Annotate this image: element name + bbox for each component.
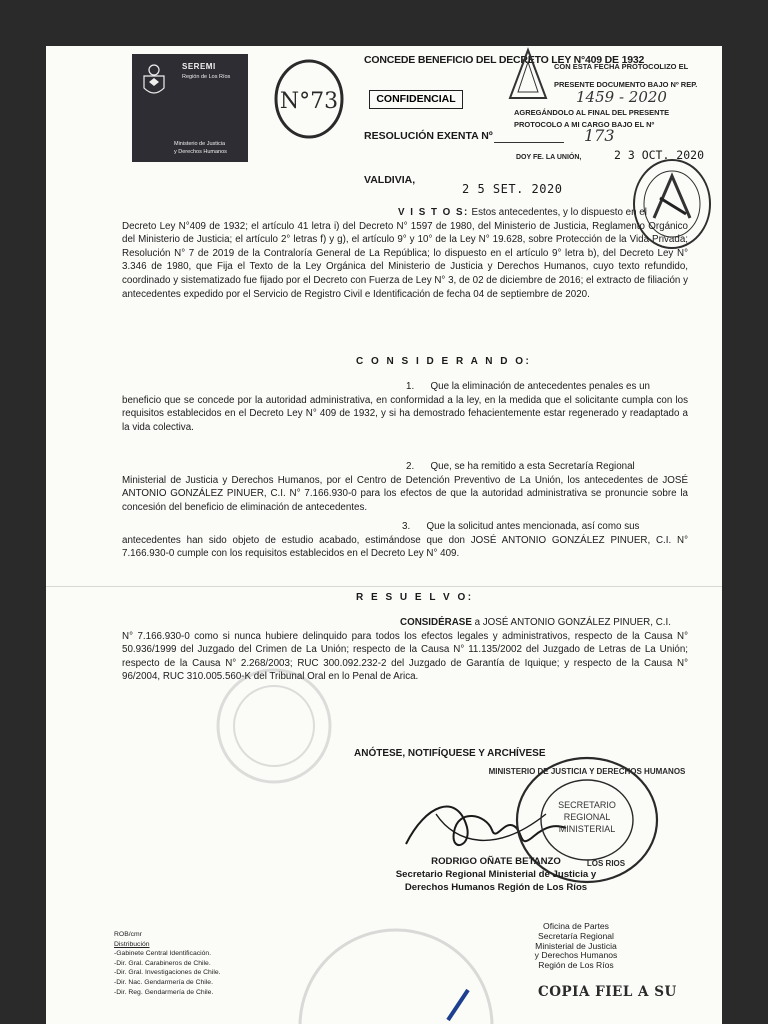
- signature-block: [326, 856, 666, 893]
- signer-title-1: Secretario Regional Ministerial de Justicia y: [395, 869, 597, 880]
- ministry-line-1: Ministerio de Justicia: [174, 141, 226, 147]
- seal-center-2: REGIONAL: [563, 812, 611, 822]
- seal-ring-text: MINISTERIO DE JUSTICIA Y DERECHOS HUMANOS: [488, 767, 686, 776]
- item-body: Ministerial de Justicia y Derechos Humanos, por el Centro de Detención Preventivo de La Unión, los antecedentes de JOSÉ ANTONIO GONZÁLEZ PINUER, C.I. N° 7.166.930-0 para los efectos de que la autoridad administrativa se pronuncie sobre la concesión del beneficio de eliminación de antecedentes.: [122, 474, 688, 513]
- number-stamp: [272, 56, 346, 142]
- considerando-item-3: [122, 520, 688, 561]
- region-label: Región de Los Ríos: [182, 74, 231, 80]
- seal-center-1: SECRETARIO: [558, 800, 616, 810]
- resolution-label: RESOLUCIÓN EXENTA Nº: [364, 130, 493, 142]
- distribution-item: -Dir. Reg. Gendarmería de Chile.: [114, 988, 214, 996]
- oficina-partes-stamp: [506, 922, 646, 971]
- distribution-item: -Gabinete Central Identificación.: [114, 950, 212, 958]
- number-stamp-text: N°73: [279, 89, 339, 114]
- faint-stamp-icon: [214, 666, 334, 786]
- document-title: CONCEDE BENEFICIO DEL DECRETO LEY N°409 DE 1932: [364, 54, 645, 66]
- protocol-line-5: DOY FE. LA UNIÓN,: [516, 154, 582, 161]
- protocol-line-4: PROTOCOLO A MI CARGO BAJO EL Nº: [514, 120, 655, 129]
- resolution-underline: [494, 142, 564, 143]
- distribution-item: -Dir. Gral. Carabineros de Chile.: [114, 959, 211, 967]
- protocol-date: 2 3 OCT. 2020: [614, 148, 705, 162]
- vistos-heading: V I S T O S:: [398, 207, 469, 218]
- item-body: antecedentes han sido objeto de estudio acabado, estimándose que don JOSÉ ANTONIO GONZÁLEZ PINUER, C.I. N° 7.166.930-0 cumple con los requisitos establecidos en el Decreto Ley N° 409.: [122, 534, 688, 560]
- resuelvo-section: [122, 616, 688, 684]
- ministry-line-2: y Derechos Humanos: [174, 149, 227, 155]
- protocol-rep-number: 1459 - 2020: [576, 88, 667, 106]
- signer-name: RODRIGO OÑATE BETANZO: [431, 856, 561, 867]
- resuelvo-body: N° 7.166.930-0 como si nunca hubiere delinquido para todos los efectos legales y administrativos, respecto de la Causa N° 50.936/1999 del Juzgado del Crimen de La Unión; respecto de la Causa N° 11.135/2002 del Juzgado de Letras de La Unión; respecto de la Causa N° 2.268/2003; RUC 300.092.232-2 del Juzgado de Garantía de Iquique; y respecto de la Causa N° 96/2004, RUC 310.005.560-K del Tribunal Oral en lo Penal de Arica.: [122, 630, 688, 683]
- protocol-line-2: PRESENTE DOCUMENTO BAJO Nº REP.: [554, 80, 698, 89]
- protocol-line-3: AGREGÁNDOLO AL FINAL DEL PRESENTE: [514, 108, 670, 117]
- considerando-heading: C O N S I D E R A N D O:: [356, 356, 532, 367]
- date-stamp: 2 5 SET. 2020: [462, 182, 563, 196]
- distribution-item: -Dir. Gral. Investigaciones de Chile.: [114, 969, 221, 977]
- copia-fiel-stamp: COPIA FIEL A SU: [538, 984, 677, 1000]
- vistos-lead: Estos antecedentes, y lo dispuesto en el: [471, 207, 647, 218]
- place-label: VALDIVIA,: [364, 174, 416, 186]
- resuelvo-lead-bold: CONSIDÉRASE: [400, 617, 472, 628]
- resolution-number: 173: [584, 126, 615, 145]
- initials: ROB/cmr: [114, 931, 142, 938]
- item-body: beneficio que se concede por la autoridad administrativa, en conformidad a la ley, en la medida que el solicitante cumpla con los requisitos establecidos en el Decreto Ley N° 409 de 1932, y si ha demostrado fehacientemente estar regenerado y readaptado a la vida colectiva.: [122, 394, 688, 433]
- considerando-item-2: [122, 460, 688, 514]
- oficina-line: Oficina de Partes: [543, 921, 609, 931]
- distribution-item: -Dir. Nac. Gendarmería de Chile.: [114, 978, 213, 986]
- vistos-body: Decreto Ley N°409 de 1932; el artículo 41 letra i) del Decreto N° 1597 de 1980, del Ministerio de Justicia, Reglamento Orgánico del Ministerio de Justicia; el artículo 2° letras f) y g), el artículo 9° y 10° de la Ley N° 19.628, sobre Protección de la Vida Privada; Resolución N° 7 de 2019 de la Contraloría General de La República; lo dispuesto en el artículo 9° letra b), del Decreto Ley N° 3.346 de 1980, que Fija el Texto de la Ley Orgánica del Ministerio de Justicia y Derechos Humanos, cuyo texto refundido, coordinado y sistematizado fue fijado por el Decreto con Fuerza de Ley N° 3, de 02 de diciembre de 2016; el extracto de filiación y antecedentes expedido por el Servicio de Registro Civil e Identificación de fecha 04 de septiembre de 2020.: [122, 220, 688, 300]
- resuelvo-heading: R E S U E L V O:: [356, 592, 474, 603]
- item-number: 3.: [402, 521, 411, 532]
- resuelvo-lead: a JOSÉ ANTONIO GONZÁLEZ PINUER, C.I.: [474, 617, 671, 628]
- paper-fold: [46, 586, 722, 587]
- triangle-stamp-icon: [508, 48, 548, 102]
- oficina-line: y Derechos Humanos: [534, 950, 618, 961]
- oficina-line: Ministerial de Justicia: [535, 940, 617, 951]
- seal-center-3: MINISTERIAL: [558, 824, 616, 834]
- considerando-item-1: [122, 380, 688, 434]
- pen-mark-icon: [444, 986, 474, 1022]
- item-number: 1.: [406, 381, 415, 392]
- oficina-line: Secretaría Regional: [538, 930, 614, 941]
- item-lead: Que, se ha remitido a esta Secretaría Regional: [430, 461, 635, 472]
- coat-of-arms-icon: [138, 60, 170, 100]
- vistos-section: [122, 206, 688, 301]
- seal-bottom-text: LOS RIOS: [586, 859, 626, 868]
- item-lead: Que la solicitud antes mencionada, así como sus: [426, 521, 640, 532]
- closing-formula: ANÓTESE, NOTIFÍQUESE Y ARCHÍVESE: [354, 748, 546, 759]
- document-page: [46, 46, 722, 1024]
- item-lead: Que la eliminación de antecedentes penales es un: [430, 381, 651, 392]
- item-number: 2.: [406, 461, 415, 472]
- distribution-title: Distribución: [114, 940, 150, 948]
- confidential-box: CONFIDENCIAL: [369, 90, 463, 109]
- signer-title-2: Derechos Humanos Región de Los Ríos: [404, 882, 588, 893]
- distribution-list: [114, 930, 221, 997]
- oficina-line: Región de Los Ríos: [538, 960, 614, 971]
- agency-label: SEREMI: [182, 62, 216, 71]
- protocol-line-1: CON ESTA FECHA PROTOCOLIZO EL: [554, 62, 689, 71]
- seremi-logo: [132, 54, 248, 162]
